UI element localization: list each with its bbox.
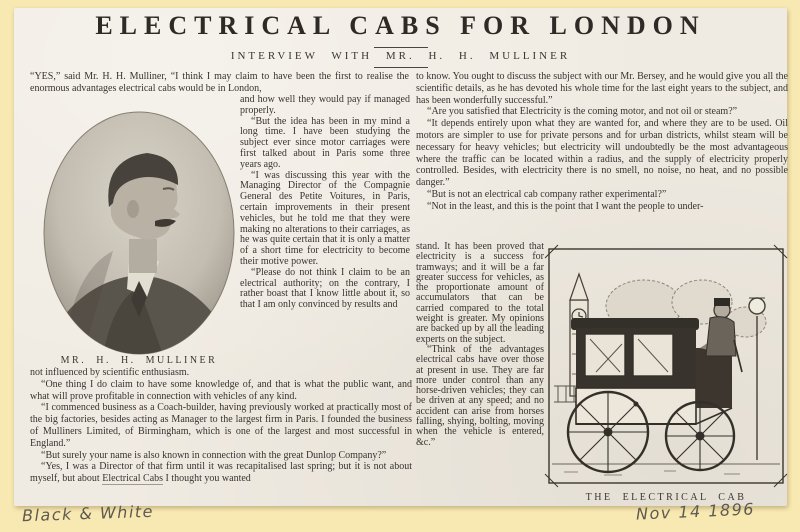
portrait-caption: MR. H. H. MULLINER: [60, 355, 218, 366]
paragraph: not influenced by scientific enthusiasm.: [30, 367, 190, 378]
newspaper-page: [14, 8, 787, 506]
cab-illustration-caption: THE ELECTRICAL CAB: [585, 492, 747, 503]
paragraph: “One thing I do claim to have some knowledge of, and that is what the public want, and what will prove profitable in connection with vehicles of any kind.: [30, 378, 412, 402]
paragraph: “But surely your name is also known in connection with the great Dunlop Company?”: [41, 449, 387, 461]
text-run: I thought you wanted: [163, 473, 251, 485]
subtitle-divider-rule: [374, 67, 428, 68]
paragraph: stand. It has been proved that electricity is a success for tramways; and it will be a far greater success for vehicles, as the proportionate amount of accumulators that can be carried compared to the total weight is greater. My opinions are backed up by all the leading experts on the subject.: [416, 241, 544, 345]
paragraph: “But the idea has been in my mind a long time. I have been studying the subject ever since motor carriages were first talked about in Paris some three years ago.: [240, 115, 410, 170]
paragraph: and how well they would pay if managed properly.: [240, 94, 410, 116]
electrical-cab-engraving: [544, 244, 788, 490]
article-subtitle: INTERVIEW WITH MR. H. H. MULLINER: [230, 50, 571, 62]
paragraph: “Think of the advantages electrical cabs have over those at present in use. They are far more under control than any horse-driven vehicles; they can be driven at any speed; and no accident can arise from horses falling, shying, bolting, moving when the vehicle is entered, &c.”: [416, 343, 544, 448]
article-title: ELECTRICAL CABS FOR LONDON: [95, 11, 706, 40]
title-divider-rule: [374, 47, 428, 48]
paragraph-with-pencil-underline: [30, 461, 412, 485]
paragraph: “I commenced business as a Coach-builder, having previously worked at practically most of the big factories, besides acting as Manager to the largest firm in Paris. I founded the business of Mulliners Limited, of Birmingham, which is one of the largest and most successful in England.”: [30, 402, 412, 449]
cab-illustration: [544, 244, 788, 490]
paragraph: “Not in the least, and this is the point that I want the people to under-: [427, 200, 704, 212]
portrait-illustration: [43, 111, 235, 355]
handwritten-date-note: Nov 14 1896: [635, 499, 756, 524]
handwritten-publication-note: Black & White: [21, 501, 155, 526]
paragraph: “It depends entirely upon what they are wanted for, and where they are to be used. Oil motors are simpler to use for private persons and for urban districts, whilst steam will be necessary for heavy vehicles; but electricity will undoubtedly be the most advantageous where the traffic can be located within a radius, and the supply of electricity properly controlled. Besides, with electricity there is no smell, no noise, no heat, and no possible danger.”: [416, 118, 788, 189]
text-run: “Yes, I was a Director of that firm until it was recapitalised last spring; but it is not about myself, but about: [30, 461, 412, 485]
paragraph: “But is not an electrical cab company rather experimental?”: [427, 188, 667, 200]
paragraph: “YES,” said Mr. H. H. Mulliner, “I think I may claim to have been the first to realise the enormous advantages electrical cabs would be in London,: [30, 71, 409, 94]
portrait-photo-mulliner: [43, 111, 235, 355]
right-column-narrow-text: [416, 242, 544, 448]
left-column-bottom-text: [30, 367, 412, 485]
paragraph: “I was discussing this year with the Managing Director of the Compagnie General des Petite Voitures, in Paris, certain improvements in their present vehicles, but he told me that they were making no alterations to their carriages, as he was quite certain that it is only a matter of a short time for electricity to become their motive power.: [240, 169, 410, 267]
paragraph: “Are you satisfied that Electricity is the coming motor, and not oil or steam?”: [427, 106, 738, 118]
left-column-intro: [30, 71, 409, 95]
left-column-wrap-text: [240, 95, 410, 311]
pencil-underlined-text: Electrical Cabs: [102, 473, 164, 485]
right-column-text: [416, 71, 788, 213]
paragraph: to know. You ought to discuss the subject with our Mr. Bersey, and he would give you all the scientific details, as he has devoted his whole time for the last eight years to the subject, and has been wonderfully successful.”: [416, 71, 788, 106]
paragraph: “Please do not think I claim to be an electrical authority; on the contrary, I rather boast that I know little about it, so that I am only convinced by results and: [240, 266, 410, 311]
